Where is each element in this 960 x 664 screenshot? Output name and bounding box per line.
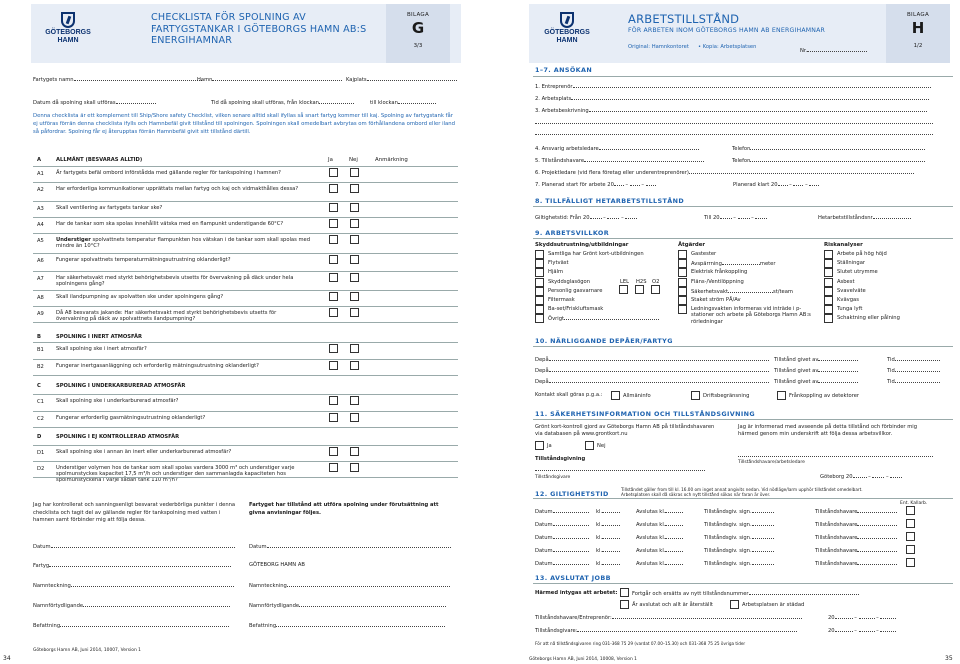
giltighet-cell[interactable]: kl. — [596, 521, 620, 529]
risk-item: Arbete på hög höjd — [837, 251, 887, 257]
giltighet-cell[interactable]: Tillståndshavare — [815, 560, 897, 568]
fortgar-checkbox[interactable] — [620, 588, 629, 597]
skydd-checkbox[interactable] — [535, 305, 544, 314]
footer-note: För att nå tillståndsgivaren ring 031-368 75 29 (vardat 07.00–15.30) och 031-368 75 25 övriga tider — [535, 641, 746, 646]
giltighet-cell[interactable]: Tillståndshavare — [815, 508, 897, 516]
harmed-intygas-label: Härmed intygas att arbetet: — [535, 590, 618, 596]
stadad-label: Arbetsplatsen är städad — [742, 602, 805, 608]
gas-label: O2 — [652, 278, 660, 285]
nej-checkbox[interactable] — [350, 168, 359, 177]
kallarb-checkbox[interactable] — [906, 519, 915, 528]
projektledare-field[interactable]: 6. Projektledare (vid flera företag eller underentreprenörer) — [535, 169, 914, 177]
risk-checkbox[interactable] — [824, 287, 833, 296]
skydd-item: Personlig gasvarnare — [548, 287, 603, 294]
question-number: A9 — [37, 311, 44, 317]
till-klockan-field[interactable]: till klockan — [370, 99, 436, 107]
tillstandsgivning-label: Tillståndsgivning — [535, 456, 586, 462]
tillstandsgivare-caption: Tillståndsgivare — [535, 475, 571, 480]
atgard-checkbox[interactable] — [678, 250, 687, 259]
nej-checkbox[interactable] — [350, 255, 359, 264]
risk-item: Slutet utrymme — [837, 269, 878, 276]
fortgar-label: Fortgår och ersätts av nytt tillståndsnummer — [632, 590, 859, 598]
ja-checkbox[interactable] — [329, 463, 338, 472]
depa-field[interactable]: Depå — [535, 356, 769, 364]
atgard-item: Avspärrning meter — [691, 261, 776, 268]
question-number: A8 — [37, 295, 44, 301]
question-number: A4 — [37, 222, 44, 228]
hamn-field[interactable]: Hamn — [197, 76, 342, 84]
question-number: A7 — [37, 276, 44, 282]
skydd-item: Flytväst — [548, 260, 569, 267]
ship-sign-field[interactable]: Namnförtydligande — [33, 602, 230, 610]
telefon-field-2[interactable]: Telefon — [732, 157, 925, 165]
atgard-item: Säkerhetsvakt st/team — [691, 288, 793, 295]
giltighet-cell[interactable]: Avslutas kl. — [636, 521, 683, 529]
skydd-item: Övrigt — [548, 315, 659, 323]
risk-checkbox[interactable] — [824, 305, 833, 314]
tillstandshavare-field[interactable]: 5. Tillståndshavare — [535, 157, 704, 165]
entreprenor-field[interactable]: 1. Entreprenör — [535, 83, 931, 91]
giltighet-cell[interactable]: Avslutas kl. — [636, 534, 683, 542]
ja-checkbox[interactable] — [329, 447, 338, 456]
section-B-id: B — [37, 334, 41, 340]
arbetsbeskrivning-field[interactable]: 3. Arbetsbeskrivning — [535, 107, 927, 115]
atgard-item: Fläns-/Ventilöppning — [691, 278, 744, 285]
work-permit-page — [480, 0, 960, 664]
section-A-title: ALLMÄNT (BESVARAS ALLTID) — [56, 157, 143, 163]
ja-checkbox[interactable] — [329, 273, 338, 282]
giltighet-cell[interactable]: Avslutas kl. — [636, 547, 683, 555]
question-number: A6 — [37, 258, 44, 264]
checklist-title: CHECKLISTA FÖR SPOLNING AV FARTYGSTANKAR I GÖTEBORGS HAMN AB:S ENERGIHAMNAR — [151, 12, 367, 46]
ship-sign-field[interactable]: Befattning — [33, 622, 229, 630]
section-arbetsvillkor-title: 9. ARBETSVILLKOR — [535, 229, 610, 237]
giltighet-cell[interactable]: Tillståndshavare — [815, 547, 897, 555]
skydd-checkbox[interactable] — [535, 314, 544, 323]
gas-checkbox[interactable] — [619, 285, 628, 294]
stadad-checkbox[interactable] — [730, 600, 739, 609]
col-ja: Ja — [328, 157, 333, 163]
gront-kort-ja-checkbox[interactable] — [535, 441, 544, 450]
nej-checkbox[interactable] — [350, 361, 359, 370]
tillstandsgivare-sign-line[interactable] — [535, 466, 705, 474]
giltighet-cell[interactable]: Tillståndshavare — [815, 534, 897, 542]
section-giltighetstid-title: 12. GILTIGHETSTID — [535, 490, 609, 498]
risk-item: Kvävgas — [837, 297, 859, 303]
ship-sign-field[interactable]: Fartyg — [33, 562, 231, 570]
planerad-start-field[interactable]: 7. Planerad start för arbete 20 – – — [535, 181, 656, 189]
giltighet-cell[interactable]: Tillståndshavare — [815, 521, 897, 529]
giltighet-cell[interactable]: Datum — [535, 560, 589, 568]
right-footer: Göteborgs Hamn AB, Juni 2014, 10008, Version 1 — [529, 657, 637, 662]
question-text: Då A8 besvarats jakande: Har säkerhetsvakt med styrkt behörighetsbevis utsetts för övervakning på däck av spolvattnets ilandpumpning? — [56, 310, 277, 323]
allmaninfo-label: Allmäninfo — [623, 393, 651, 399]
port-sign-field[interactable]: Befattning — [249, 622, 445, 630]
entreprenor-sign-field[interactable]: Tillståndshavare/Entreprenör: — [535, 614, 802, 622]
atgard-checkbox[interactable] — [678, 268, 687, 277]
datum-spolning-field[interactable]: Datum då spolning skall utföras — [33, 99, 156, 107]
planerad-klart-field[interactable]: Planerad klart 20 – – — [733, 181, 819, 189]
atgard-item: Elektrisk frånkoppling — [691, 269, 748, 276]
hetarbete-nr-field[interactable]: Hetarbetstillståndsnr — [818, 214, 911, 222]
giltighet-cell[interactable]: kl. — [596, 534, 620, 542]
gas-checkbox[interactable] — [635, 285, 644, 294]
kallarb-checkbox[interactable] — [906, 558, 915, 567]
risk-item: Schaktning eller pålning — [837, 315, 900, 322]
goteborg-date-field[interactable]: Göteborg 20 – – — [820, 473, 902, 481]
question-number: C2 — [37, 416, 44, 422]
tillstand-givet-field[interactable]: Tillstånd givet av — [774, 367, 858, 375]
ship-sign-field[interactable]: Namnteckning — [33, 582, 234, 590]
original-note: Original: Hamnkontoret — [628, 44, 689, 50]
nej-checkbox[interactable] — [350, 396, 359, 405]
arbetsplats-field[interactable]: 2. Arbetsplats — [535, 95, 929, 103]
question-text: Skall ventilering av fartygets tankar ske? — [56, 205, 163, 211]
ja-checkbox[interactable] — [329, 361, 338, 370]
giltighet-cell[interactable]: Datum — [535, 534, 589, 542]
nej-checkbox[interactable] — [350, 308, 359, 317]
ent-kallarb-label: Ent. Kallarb. — [900, 501, 928, 506]
driftsbegransning-label: Driftsbegränsning — [703, 393, 750, 399]
skydd-checkbox[interactable] — [535, 250, 544, 259]
section-D-id: D — [37, 434, 42, 440]
depa-field[interactable]: Depå — [535, 367, 769, 375]
skyddsutrustning-heading: Skyddsutrustning/utbildningar — [535, 242, 629, 248]
question-text: Skall spolning ske i annan än inert eller underkarburerad atmosfär? — [56, 449, 232, 455]
tillstandshavare-sign-line[interactable] — [738, 452, 933, 460]
risk-item: Ställningar — [837, 260, 866, 267]
nej-checkbox[interactable] — [350, 184, 359, 193]
ship-sign-field[interactable]: Datum — [33, 543, 235, 551]
frankoppling-checkbox[interactable] — [777, 391, 786, 400]
question-number: B1 — [37, 347, 44, 353]
question-text: Fungerar spolvattnets temperaturmätningsutrustning oklanderligt? — [56, 257, 231, 263]
left-page-number: 34 — [3, 655, 11, 662]
skydd-checkbox[interactable] — [535, 296, 544, 305]
gas-label: H2S — [636, 278, 647, 285]
bilaga-g-box: BILAGA G 3/3 — [386, 4, 450, 63]
question-text: Skall spolning ske i underkarburerad atmosfär? — [56, 398, 179, 404]
section-sakerhetsinfo-title: 11. SÄKERHETSINFORMATION OCH TILLSTÅNDSGIVNING — [535, 410, 756, 418]
nej-checkbox[interactable] — [350, 344, 359, 353]
nej-checkbox[interactable] — [350, 447, 359, 456]
giltighet-cell[interactable]: Tillståndsgiv. sign. — [704, 560, 774, 568]
question-number: A3 — [37, 206, 44, 212]
skydd-checkbox[interactable] — [535, 278, 544, 287]
giltighetstid-till-field[interactable]: Till 20 – – — [704, 214, 767, 222]
atgard-item: Ledningsvakten informeras vid inträde i p-stationer och arbete på Göteborgs Hamn AB:s rörledningar — [691, 306, 811, 325]
question-number: A1 — [37, 171, 44, 177]
section-avslutat-title: 13. AVSLUTAT JOBB — [535, 574, 611, 582]
gront-kort-ja-label: Ja — [547, 443, 552, 449]
tid-spolning-field[interactable]: Tid då spolning skall utföras, från klockan — [211, 99, 354, 107]
giltighet-cell[interactable]: Datum — [535, 547, 589, 555]
col-anmarkning: Anmärkning — [375, 157, 408, 163]
ansvarig-field[interactable]: 4. Ansvarig arbetsledare — [535, 145, 699, 153]
nej-checkbox[interactable] — [350, 273, 359, 282]
sign-left-text: Jag har kontrollerat och sanningsenligt besvarat vederbörliga punkter i denna checklista och tagit del av gällande regler för tankspolning med vatten i hamnen samt förbinder mig att följa dessa. — [33, 502, 236, 523]
riskanalyser-heading: Riskanalyser — [824, 242, 863, 248]
tillstand-givet-field[interactable]: Tillstånd givet av — [774, 356, 858, 364]
gront-kort-nej-checkbox[interactable] — [585, 441, 594, 450]
kajplats-field[interactable]: Kajplats — [346, 76, 457, 84]
tillstand-givet-field[interactable]: Tillstånd givet av — [774, 378, 858, 386]
question-text: Understiger spolvattnets temperatur flampunkten hos vätskan i de tankar som skall spolas med mindre än 10°C? — [56, 237, 311, 250]
port-sign-field[interactable]: Namnförtydligande — [249, 602, 446, 610]
atgard-checkbox[interactable] — [678, 305, 687, 314]
skydd-item: Skyddsglasögon LEL H2S O2 — [548, 278, 660, 285]
giltighetstid-from-field[interactable]: Giltighetstid: Från 20 – – — [535, 214, 637, 222]
atgard-item: Staket ström PÅ/Av — [691, 297, 741, 303]
atgarder-heading: Åtgärder — [678, 242, 706, 248]
question-text: Fungerar inertgasanläggning och erforderlig mätningsutrustning oklanderligt? — [56, 363, 259, 369]
section-depaer-title: 10. NÄRLIGGANDE DEPÅER/FARTYG — [535, 337, 673, 345]
ja-checkbox[interactable] — [329, 396, 338, 405]
question-number: C1 — [37, 399, 44, 405]
question-text: Skall ilandpumpning av spolvatten ske under spolningens gång? — [56, 294, 224, 300]
question-text: Fungerar erforderlig gasmätningsutrustning oklanderligt? — [56, 415, 206, 421]
port-sign-field[interactable]: Datum — [249, 543, 451, 551]
depa-field[interactable]: Depå — [535, 378, 769, 386]
permit-nr-field[interactable]: Nr. — [800, 47, 867, 55]
atgard-checkbox[interactable] — [678, 287, 687, 296]
question-text: Har säkerhetsvakt med styrkt behörighetsbevis utsetts för övervakning på däck under hela spolningens gång? — [56, 275, 294, 288]
ja-checkbox[interactable] — [329, 184, 338, 193]
giltighet-cell[interactable]: kl. — [596, 508, 620, 516]
entreprenor-date-field[interactable]: 20 – – — [828, 614, 896, 622]
frankoppling-label: Frånkoppling av detektorer — [789, 393, 860, 399]
skydd-checkbox[interactable] — [535, 287, 544, 296]
giltighet-cell[interactable]: Tillståndsgiv. sign. — [704, 521, 774, 529]
kallarb-checkbox[interactable] — [906, 532, 915, 541]
nej-checkbox[interactable] — [350, 463, 359, 472]
ja-checkbox[interactable] — [329, 255, 338, 264]
risk-checkbox[interactable] — [824, 314, 833, 323]
crest-icon — [61, 12, 75, 28]
nej-checkbox[interactable] — [350, 235, 359, 244]
right-page-number: 35 — [945, 655, 953, 662]
question-number: A5 — [37, 238, 44, 244]
gas-checkbox[interactable] — [651, 285, 660, 294]
driftsbegransning-checkbox[interactable] — [691, 391, 700, 400]
ja-checkbox[interactable] — [329, 308, 338, 317]
ja-checkbox[interactable] — [329, 292, 338, 301]
giltighet-cell[interactable]: Avslutas kl. — [636, 508, 683, 516]
bilaga-h-box: BILAGA H 1/2 — [886, 4, 950, 63]
giltighet-cell[interactable]: kl. — [596, 560, 620, 568]
atgard-checkbox[interactable] — [678, 296, 687, 305]
ja-checkbox[interactable] — [329, 168, 338, 177]
crest-icon — [560, 12, 574, 28]
atgard-checkbox[interactable] — [678, 278, 687, 287]
fartygets-namn-field[interactable]: Fartygets namn — [33, 76, 202, 84]
giltighet-cell[interactable]: Tillståndsgiv. sign. — [704, 508, 774, 516]
ja-checkbox[interactable] — [329, 344, 338, 353]
giltighetstid-note: Tillståndet gäller from till kl. 16.00 om inget annat angivits nedan. Vid nödläge/larm upphör tillståndet omedelbart. Arbetsplatsen skall då säkras och nytt tillstånd sökas när faran är över. — [621, 487, 863, 497]
tid-field[interactable]: Tid — [887, 378, 940, 386]
section-D-title: SPOLNING I EJ KONTROLLERAD ATMOSFÄR — [56, 434, 180, 440]
risk-checkbox[interactable] — [824, 296, 833, 305]
skydd-item: Filtermask — [548, 297, 575, 303]
risk-item: Tunga lyft — [837, 306, 863, 313]
avslutat-label: Är avslutat och allt är återställt — [632, 602, 713, 608]
ja-checkbox[interactable] — [329, 413, 338, 422]
ja-checkbox[interactable] — [329, 235, 338, 244]
section-B-title: SPOLNING I INERT ATMOSFÄR — [56, 334, 143, 340]
avslutat-checkbox[interactable] — [620, 600, 629, 609]
ja-checkbox[interactable] — [329, 219, 338, 228]
question-text: Är fartygets befäl ombord införstådda med gällande regler för tankspolning i hamnen? — [56, 170, 281, 176]
risk-checkbox[interactable] — [824, 278, 833, 287]
giltighet-cell[interactable]: Datum — [535, 508, 589, 516]
section-C-id: C — [37, 383, 41, 389]
risk-checkbox[interactable] — [824, 259, 833, 268]
nej-checkbox[interactable] — [350, 292, 359, 301]
atgard-item: Gastester — [691, 251, 717, 257]
section-hetarbete-title: 8. TILLFÄLLIGT HETARBETSTILLSTÅND — [535, 197, 685, 205]
telefon-field-1[interactable]: Telefon — [732, 145, 925, 153]
nej-checkbox[interactable] — [350, 203, 359, 212]
risk-checkbox[interactable] — [824, 250, 833, 259]
tillstandsgivare-date-field[interactable]: 20 – – — [828, 627, 896, 635]
sign-right-text: Fartyget har tillstånd att utföra spolning under förutsättning att givna anvisningar följes. — [249, 502, 439, 516]
tillstandshavare-caption: Tillståndshavare/arbetsledare — [738, 460, 805, 465]
giltighet-cell[interactable]: Avslutas kl. — [636, 560, 683, 568]
giltighet-cell[interactable]: Datum — [535, 521, 589, 529]
left-footer: Göteborgs Hamn AB, Juni 2014, 10007, Version 1 — [33, 648, 141, 653]
allmaninfo-checkbox[interactable] — [611, 391, 620, 400]
port-sign-field[interactable]: GÖTEBORG HAMN AB — [249, 562, 305, 568]
kallarb-checkbox[interactable] — [906, 506, 915, 515]
permit-subtitle: FÖR ARBETEN INOM GÖTEBORGS HAMN AB ENERGIHAMNAR — [628, 27, 826, 34]
question-number: D1 — [37, 450, 45, 456]
kontakt-label: Kontakt skall göras p.g.a.: — [535, 392, 603, 398]
question-number: B2 — [37, 364, 44, 370]
skydd-item: Hjälm — [548, 269, 564, 276]
col-nej: Nej — [349, 157, 358, 163]
goteborgs-hamn-logo: GÖTEBORGS HAMN — [40, 12, 96, 45]
port-sign-field[interactable]: Namnteckning — [249, 582, 450, 590]
giltighet-cell[interactable]: kl. — [596, 547, 620, 555]
ja-checkbox[interactable] — [329, 203, 338, 212]
permit-title: ARBETSTILLSTÅND — [628, 12, 740, 26]
goteborgs-hamn-logo-right: GÖTEBORGS HAMN — [539, 12, 595, 45]
risk-item: Asbest — [837, 278, 855, 285]
section-ansokan-title: 1–7. ANSÖKAN — [535, 66, 593, 74]
gas-label: LEL — [620, 278, 630, 285]
risk-item: Svavelväte — [837, 287, 866, 294]
informerad-text: Jag är informerad med avseende på detta tillstånd och förbinder mig härmed genom min underskrift att följa dessa arbetsvillkor. — [738, 424, 917, 437]
question-number: D2 — [37, 466, 45, 472]
nej-checkbox[interactable] — [350, 219, 359, 228]
section-A-id: A — [37, 157, 42, 163]
skydd-item: Ba-set/Friskluftsmask — [548, 306, 604, 313]
kallarb-checkbox[interactable] — [906, 545, 915, 554]
tillstandsgivare-sign-field[interactable]: Tillståndsgivare: — [535, 627, 797, 635]
skydd-checkbox[interactable] — [535, 268, 544, 277]
question-text: Skall spolning ske i inert atmosfär? — [56, 346, 147, 352]
gront-kort-text: Grönt kort-kontroll gjord av Göteborgs Hamn AB på tillståndshavaren via databasen på www.grontkort.nu — [535, 424, 715, 437]
giltighet-cell[interactable]: Tillståndsgiv. sign. — [704, 547, 774, 555]
section-C-title: SPOLNING I UNDERKARBURERAD ATMOSFÄR — [56, 383, 186, 389]
skydd-item: Samtliga har Grönt kort-utbildningen — [548, 251, 644, 257]
risk-checkbox[interactable] — [824, 268, 833, 277]
gront-kort-nej-label: Nej — [597, 443, 606, 449]
tid-field[interactable]: Tid — [887, 356, 940, 364]
tid-field[interactable]: Tid — [887, 367, 940, 375]
checklist-intro: Denna checklista är ett komplement till Ship/Shore safety Checklist, vilken senare alltid skall ifyllas så snart fartyg kommer till kaj. Spolning av fartygstank får ej utföras förrän denna checklista ifylls och Hamnbefäl givit tillstånd till spolningen. Spolningen skall omedelbart avbrytas om förhållandena ombord eller iland så påfordrar. Spolning får ej återupptas förrän Hamnbefäl givit sitt tillstånd därtill. — [33, 113, 455, 135]
question-text: Har erforderliga kommunikationer upprättats mellan fartyg och kaj och vidmakthålles dessa? — [56, 186, 299, 192]
question-number: A2 — [37, 187, 44, 193]
atgard-checkbox[interactable] — [678, 259, 687, 268]
giltighet-cell[interactable]: Tillståndsgiv. sign. — [704, 534, 774, 542]
nej-checkbox[interactable] — [350, 413, 359, 422]
skydd-checkbox[interactable] — [535, 259, 544, 268]
question-text: Har de tankar som ska spolas innehållit vätska med en flampunkt understigande 60°C? — [56, 221, 284, 227]
question-text: Understiger volymen hos de tankar som skall spolas vardera 3000 m³ och understiger varje spolmunstyckes kapacitet 17,5 m³/h och understiger den sammanlagda kapaciteten hos spolmunstyckena i varje sådan tank 110 m³/h? — [56, 465, 295, 484]
kopia-note: • Kopia: Arbetsplatsen — [698, 44, 757, 50]
